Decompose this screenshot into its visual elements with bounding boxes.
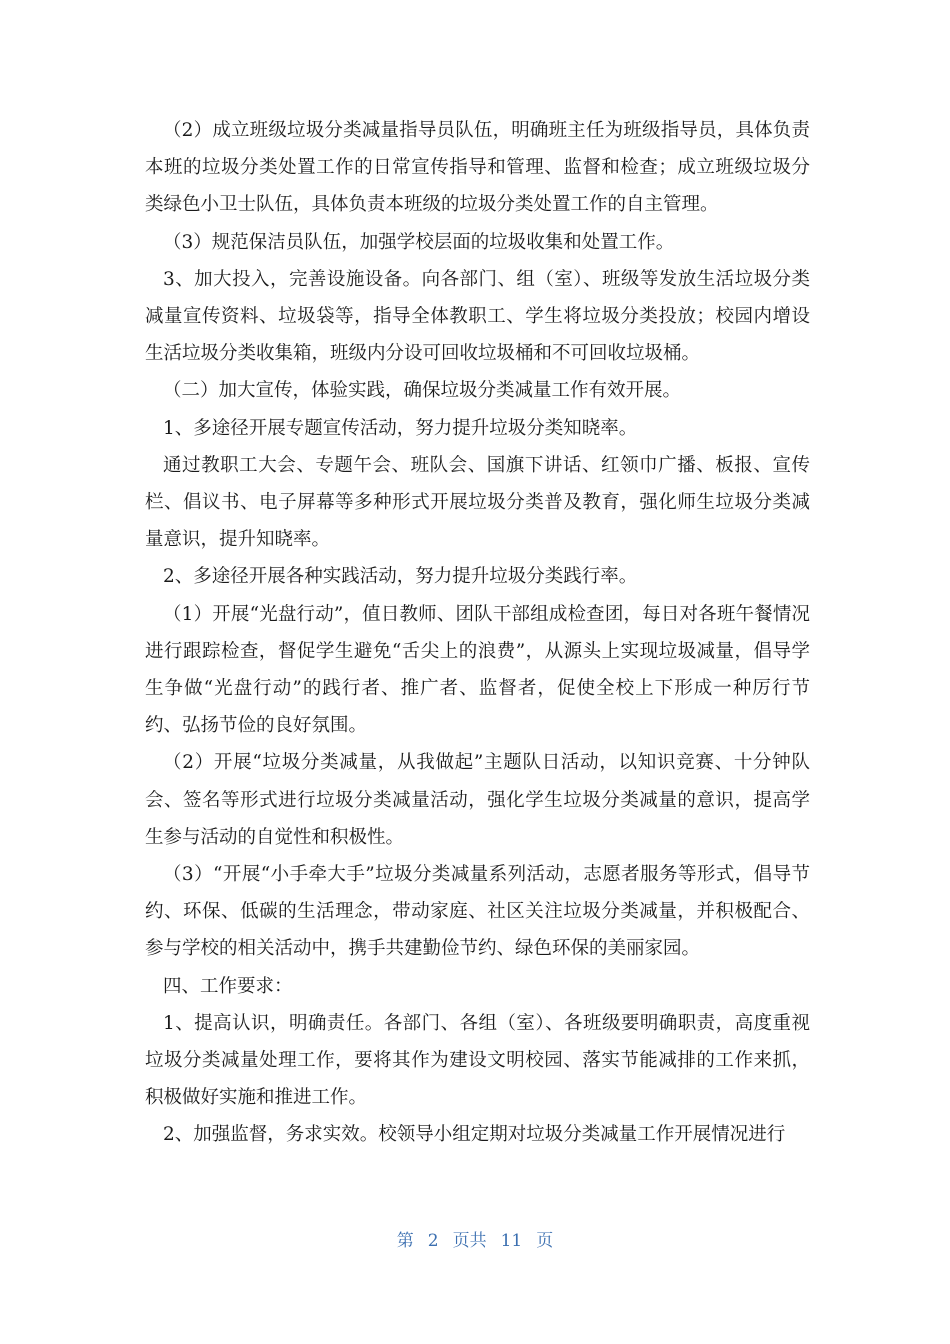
paragraph: 3、加大投入，完善设施设备。向各部门、组（室）、班级等发放生活垃圾分类减量宣传资料、垃圾袋等，指导全体教职工、学生将垃圾分类投放；校园内增设生活垃圾分类收集箱，班级内分设可回收垃圾桶和不可回收垃圾桶。 bbox=[145, 268, 810, 365]
paragraph: 2、多途径开展各种实践活动，努力提升垃圾分类践行率。 bbox=[163, 566, 638, 588]
paragraph: 2、加强监督，务求实效。校领导小组定期对垃圾分类减量工作开展情况进行 bbox=[163, 1124, 786, 1146]
paragraph: （二）加大宣传，体验实践，确保垃圾分类减量工作有效开展。 bbox=[163, 380, 682, 402]
footer-suffix: 页 bbox=[536, 1231, 554, 1251]
paragraph: （3）规范保洁员队伍，加强学校层面的垃圾收集和处置工作。 bbox=[163, 231, 675, 253]
page-footer bbox=[0, 1226, 950, 1251]
paragraph: （2）成立班级垃圾分类减量指导员队伍，明确班主任为班级指导员，具体负责本班的垃圾分类处置工作的日常宣传指导和管理、监督和检查；成立班级垃圾分类绿色小卫士队伍，具体负责本班级的垃圾分类处置工作的自主管理。 bbox=[145, 120, 810, 216]
paragraph: 1、提高认识，明确责任。各部门、各组（室）、各班级要明确职责，高度重视垃圾分类减量处理工作，要将其作为建设文明校园、落实节能减排的工作来抓，积极做好实施和推进工作。 bbox=[145, 1012, 810, 1109]
document-body bbox=[145, 112, 810, 1154]
footer-total-pages: 11 bbox=[500, 1231, 523, 1251]
section-heading: 四、工作要求： bbox=[163, 975, 293, 997]
footer-prefix: 第 bbox=[396, 1231, 414, 1251]
paragraph: 通过教职工大会、专题午会、班队会、国旗下讲话、红领巾广播、板报、宣传栏、倡议书、电子屏幕等多种形式开展垃圾分类普及教育，强化师生垃圾分类减量意识，提升知晓率。 bbox=[145, 454, 810, 551]
paragraph: （1）开展“光盘行动”，值日教师、团队干部组成检查团，每日对各班午餐情况进行跟踪检查，督促学生避免“舌尖上的浪费”，从源头上实现垃圾减量，倡导学生争做“光盘行动”的践行者、推广者、监督者，促使全校上下形成一种厉行节约、弘扬节俭的良好氛围。 bbox=[145, 603, 810, 737]
footer-current-page: 2 bbox=[427, 1231, 439, 1251]
paragraph: （3）“开展“小手牵大手”垃圾分类减量系列活动，志愿者服务等形式，倡导节约、环保、低碳的生活理念，带动家庭、社区关注垃圾分类减量，并积极配合、参与学校的相关活动中，携手共建勤俭节约、绿色环保的美丽家园。 bbox=[145, 864, 810, 960]
paragraph: 1、多途径开展专题宣传活动，努力提升垃圾分类知晓率。 bbox=[163, 417, 638, 439]
paragraph: （2）开展“垃圾分类减量，从我做起”主题队日活动，以知识竞赛、十分钟队会、签名等形式进行垃圾分类减量活动，强化学生垃圾分类减量的意识，提高学生参与活动的自觉性和积极性。 bbox=[145, 752, 810, 848]
footer-middle: 页共 bbox=[452, 1231, 487, 1251]
